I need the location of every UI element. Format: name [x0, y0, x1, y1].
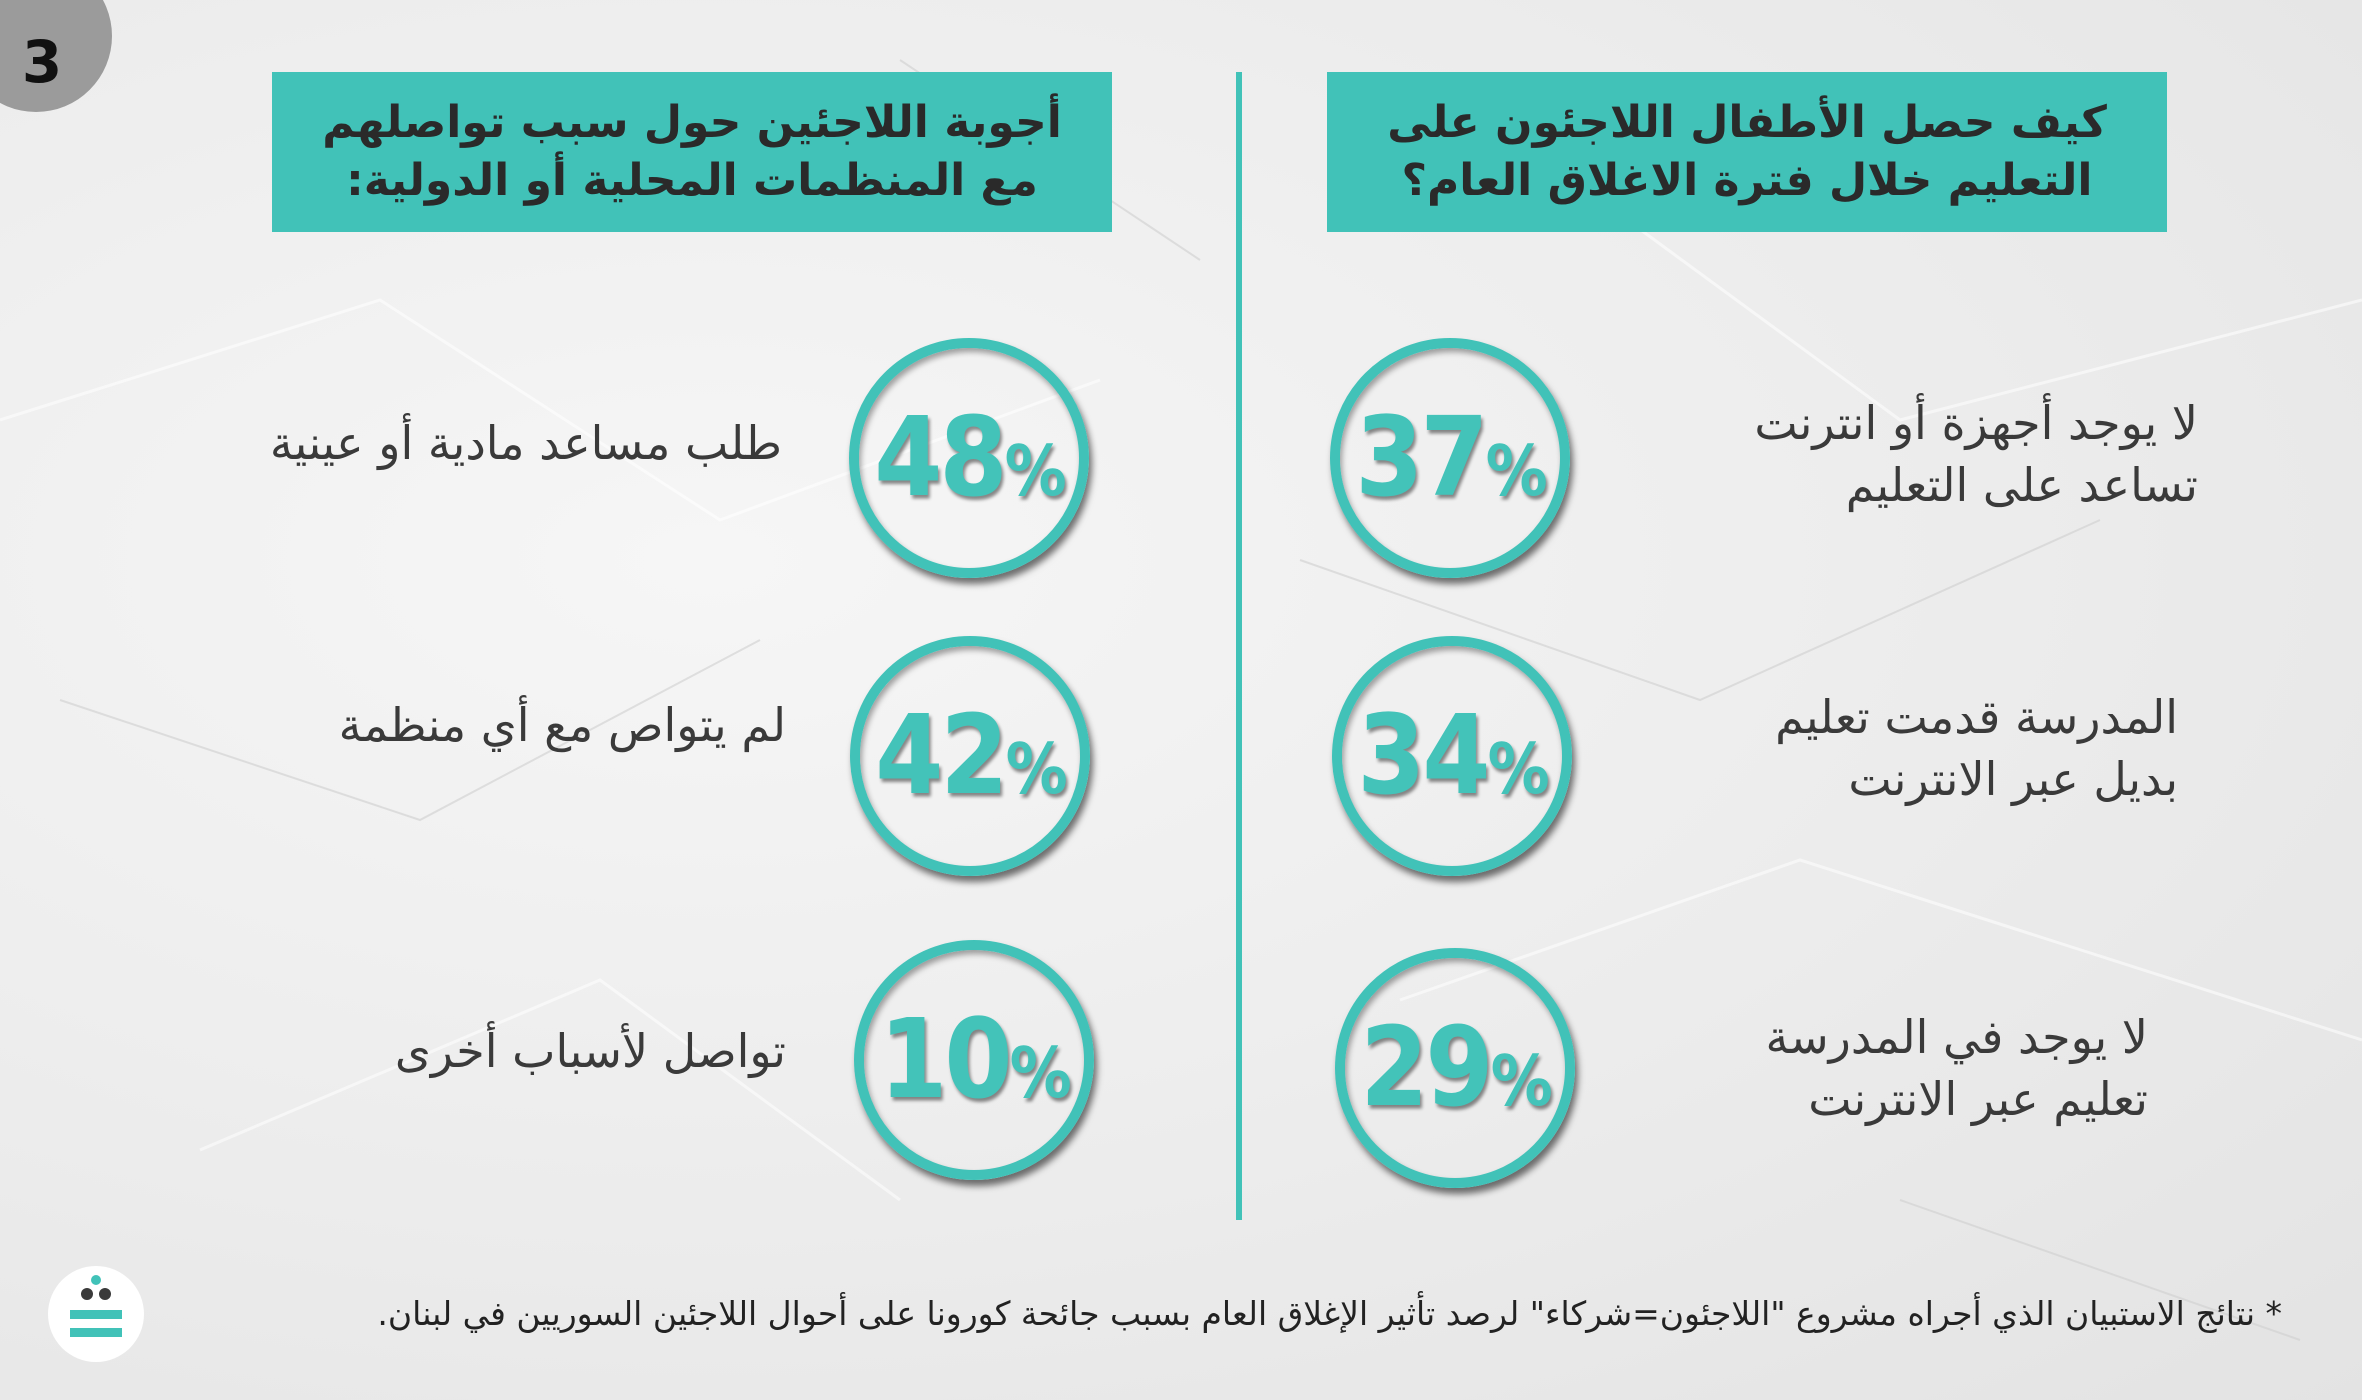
stat-circle: [850, 636, 1090, 876]
stat-label: لم يتواص مع أي منظمة: [338, 698, 786, 752]
stat-label: طلب مساعد مادية أو عينية: [269, 416, 782, 470]
stat-label: لا يوجد أجهزة أو انترنت تساعد على التعليم: [1754, 396, 2198, 512]
percent-sign: %: [1009, 1032, 1069, 1114]
percent-sign: %: [1005, 728, 1065, 810]
stat-number: 48: [874, 394, 1005, 522]
right-header-title: كيف حصل الأطفال اللاجئون على التعليم خلال فترة الاغلاق العام؟: [1387, 97, 2107, 206]
stat-number: 34: [1357, 692, 1488, 820]
percent-sign: %: [1485, 430, 1545, 512]
stat-percentage: [1360, 1004, 1550, 1132]
percent-sign: %: [1004, 430, 1064, 512]
column-divider: [1236, 72, 1242, 1220]
percent-sign: %: [1487, 728, 1547, 810]
page-number: 3: [21, 28, 63, 96]
stat-number: 42: [875, 692, 1006, 820]
stat-number: 10: [879, 996, 1010, 1124]
stat-percentage: [1357, 692, 1547, 820]
stat-percentage: [875, 692, 1065, 820]
stat-circle: [854, 940, 1094, 1180]
footnote: * نتائج الاستبيان الذي أجراه مشروع "اللاجئون=شركاء" لرصد تأثير الإغلاق العام بسبب جائحة كورونا على أحوال اللاجئين السوريين في لبنان.: [377, 1294, 2282, 1333]
stat-label: المدرسة قدمت تعليم بديل عبر الانترنت: [1775, 690, 2178, 806]
stat-circle: [849, 338, 1089, 578]
stat-label: لا يوجد في المدرسة تعليم عبر الانترنت: [1765, 1010, 2148, 1126]
stat-label: تواصل لأسباب أخرى: [394, 1024, 786, 1078]
stat-percentage: [874, 394, 1064, 522]
stat-number: 37: [1355, 394, 1486, 522]
stat-percentage: [879, 996, 1069, 1124]
percent-sign: %: [1490, 1040, 1550, 1122]
stat-percentage: [1355, 394, 1545, 522]
right-header-box: [1327, 72, 2167, 232]
stat-circle: [1335, 948, 1575, 1188]
left-header-box: [272, 72, 1112, 232]
stat-circle: [1330, 338, 1570, 578]
stat-circle: [1332, 636, 1572, 876]
refugees-partners-logo-icon: [48, 1266, 144, 1362]
stat-number: 29: [1360, 1004, 1491, 1132]
left-header-title: أجوبة اللاجئين حول سبب تواصلهم مع المنظمات المحلية أو الدولية:: [322, 97, 1062, 206]
